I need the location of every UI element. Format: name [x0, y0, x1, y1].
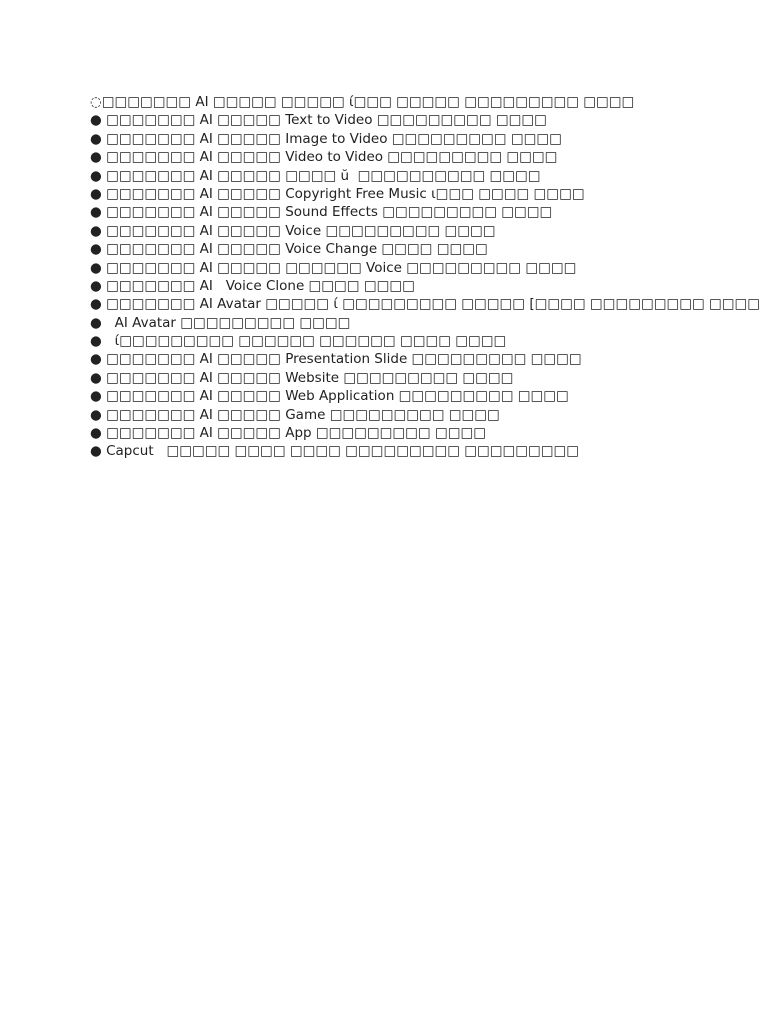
list-heading: ◌□□□□□□□ AI □□□□□ □□□□□ ί□□□ □□□□□ □□□□□□□□□ □□□□ [90, 94, 635, 110]
list-item: ● □□□□□□□ AI □□□□□ □□□□ ŭ □□□□□□□□□□ □□□□ [90, 167, 541, 184]
bullet-list [90, 93, 760, 461]
list-item: ● □□□□□□□ AI Voice Clone □□□□ □□□□ [90, 277, 415, 294]
list-item: ● Capcut □□□□□ □□□□ □□□□ □□□□□□□□□ □□□□□□□□□ [90, 443, 580, 460]
list-item: ● □□□□□□□ AI □□□□□ Game □□□□□□□□□ □□□□ [90, 406, 500, 423]
list-item: ● □□□□□□□ AI □□□□□ Voice Change □□□□ □□□□ [90, 241, 488, 258]
list-item: ● □□□□□□□ AI □□□□□ Web Application □□□□□□□□□ □□□□ [90, 388, 569, 405]
list-item: ● □□□□□□□ AI □□□□□ App □□□□□□□□□ □□□□ [90, 425, 486, 442]
list-item: ● □□□□□□□ AI □□□□□ Voice □□□□□□□□□ □□□□ [90, 222, 496, 239]
list-item: ● □□□□□□□ AI □□□□□ Text to Video □□□□□□□□□ □□□□ [90, 112, 547, 129]
list-item: ● □□□□□□□ AI □□□□□ Presentation Slide □□□□□□□□□ □□□□ [90, 351, 582, 368]
list-item: ● □□□□□□□ AI □□□□□ Sound Effects □□□□□□□□□ □□□□ [90, 204, 553, 221]
list-item: ● AI Avatar □□□□□□□□□ □□□□ [90, 314, 351, 331]
list-item: ● □□□□□□□ AI □□□□□ Website □□□□□□□□□ □□□□ [90, 369, 514, 386]
list-item: ● ί□□□□□□□□□ □□□□□□ □□□□□□ □□□□ □□□□ [90, 333, 507, 350]
list-item: ● □□□□□□□ AI □□□□□ □□□□□□ Voice □□□□□□□□□ □□□□ [90, 259, 577, 276]
list-item: ● □□□□□□□ AI □□□□□ Video to Video □□□□□□□□□ □□□□ [90, 149, 558, 166]
list-item: ● □□□□□□□ AI □□□□□ Image to Video □□□□□□□□□ □□□□ [90, 130, 562, 147]
list-item: ● □□□□□□□ AI □□□□□ Copyright Free Music ɩ□□□ □□□□ □□□□ [90, 185, 585, 202]
list-item: ● □□□□□□□ AI Avatar □□□□□ ί □□□□□□□□□ □□□□□ [□□□□ □□□□□□□□□ □□□□ [90, 296, 760, 313]
